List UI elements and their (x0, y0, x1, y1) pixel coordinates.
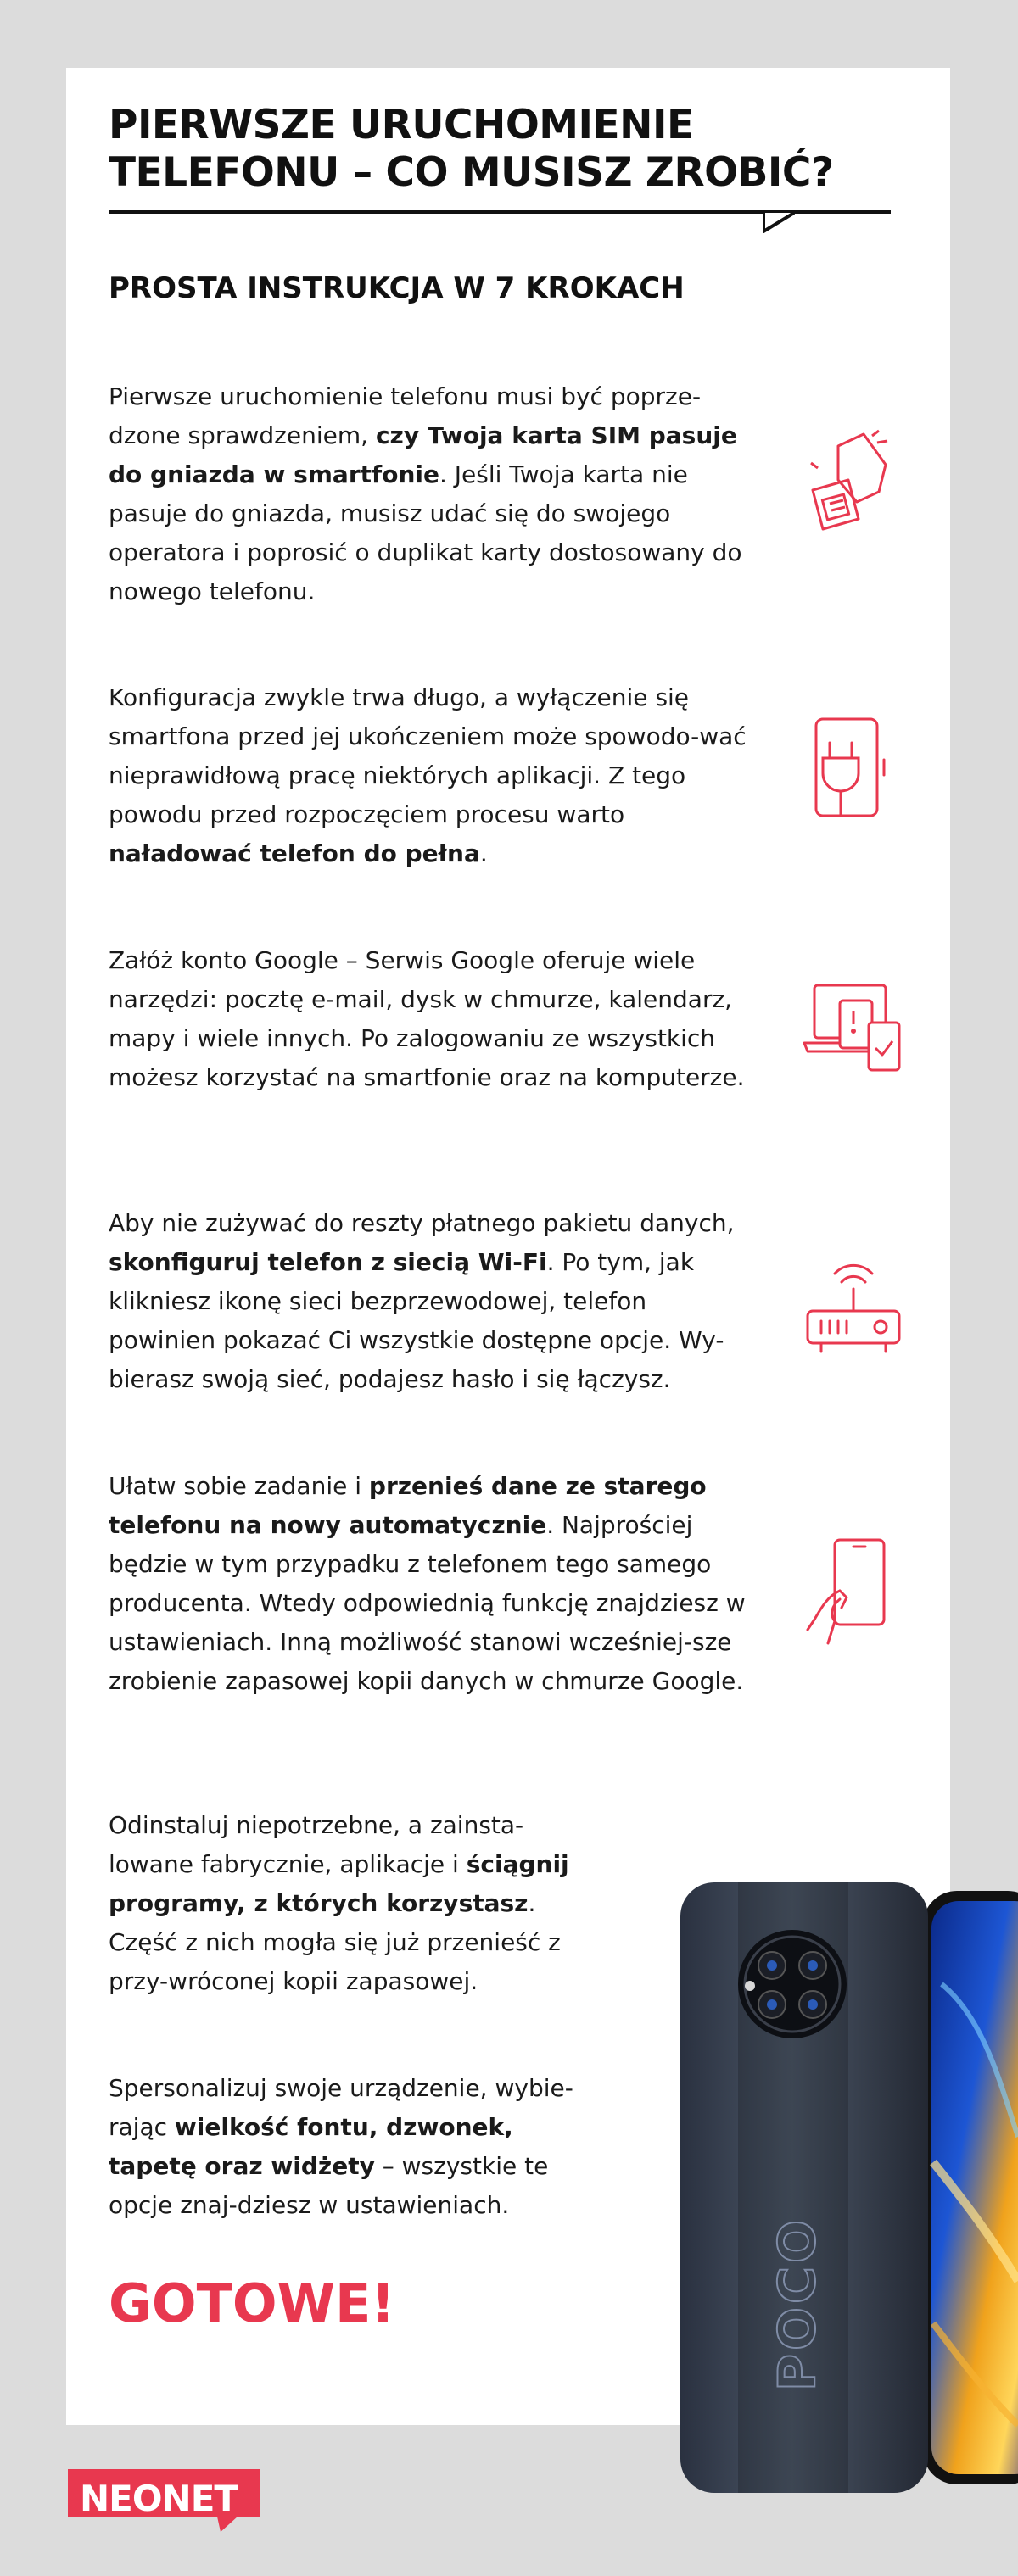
step-5-text (109, 1467, 753, 1701)
step-2-highlight: naładować telefon do pełna (109, 839, 480, 867)
devices-sync-icon (801, 980, 906, 1073)
step-1-text (109, 377, 753, 611)
step-5-highlight: przenieś dane ze starego telefonu na nowy automatycznie (109, 1472, 707, 1539)
step-4-text-a: Aby nie zużywać do reszty płatnego pakietu danych, (109, 1209, 735, 1237)
step-3-text (109, 941, 753, 1097)
step-4-highlight: skonfiguruj telefon z siecią Wi-Fi (109, 1248, 547, 1276)
step-2-text-b: . (479, 839, 488, 867)
speech-bubble-tail (764, 213, 797, 233)
neonet-logo (68, 2469, 260, 2532)
step-2-text (109, 678, 753, 873)
finale-heading: GOTOWE! (109, 2272, 395, 2334)
step-1-highlight: czy Twoja karta SIM pasuje do gniazda w smartfonie (109, 421, 737, 488)
logo-text: NEONET (80, 2478, 238, 2519)
step-1-text-b: . Jeśli Twoja karta nie pasuje do gniazda, musisz udać się do swojego operatora i poprosić o duplikat karty dostosowany do nowego telefonu. (109, 460, 742, 605)
step-5-text-a: Ułatw sobie zadanie i (109, 1472, 369, 1500)
step-7-text-b: – wszystkie te opcje znaj-dziesz w ustawieniach. (109, 2152, 549, 2219)
smartphone-image (679, 1882, 1018, 2493)
step-6-text (109, 1806, 584, 2001)
step-7-text (109, 2069, 584, 2225)
title-line-1: PIERWSZE URUCHOMIENIE (109, 102, 694, 148)
step-2-text-a: Konfiguracja zwykle trwa długo, a wyłączenie się smartfona przed jej ukończeniem może spowodo-wać nieprawidłową pracę niektórych aplikacji. Z tego powodu przed rozpoczęciem procesu warto (109, 683, 747, 828)
step-7-highlight: wielkość fontu, dzwonek, tapetę oraz widżety (109, 2113, 513, 2180)
step-3-text-a: Załóż konto Google – Serwis Google oferuje wiele narzędzi: pocztę e-mail, dysk w chmurze, kalendarz, mapy i wiele innych. Po zalogowaniu ze wszystkich możesz korzystać na smartfonie oraz na komputerze. (109, 946, 745, 1091)
step-6-highlight: ściągnij programy, z których korzystasz (109, 1850, 569, 1917)
step-4-text (109, 1204, 753, 1399)
page-subtitle: PROSTA INSTRUKCJA W 7 KROKACH (109, 271, 685, 305)
hand-phone-icon (803, 1535, 896, 1653)
wifi-router-icon (801, 1250, 906, 1360)
phone-brand-text: POCO (768, 2216, 827, 2391)
sim-card-icon (804, 429, 898, 548)
step-5-text-b: . Najprościej będzie w tym przypadku z telefonem tego samego producenta. Wtedy odpowiednią funkcję znajdziesz w ustawieniach. Inną możliwość stanowi wcześniej-sze zrobienie zapasowej kopii danych w chmurze Google. (109, 1511, 746, 1695)
step-6-text-a: Odinstaluj niepotrzebne, a zainsta-lowane fabrycznie, aplikacje i (109, 1811, 524, 1878)
step-6-text-b: . Część z nich mogła się już przenieść z przy-wróconej kopii zapasowej. (109, 1889, 561, 1995)
step-4-text-b: . Po tym, jak klikniesz ikonę sieci bezprzewodowej, telefon powinien pokazać Ci wszystkie dostępne opcje. Wy-bierasz swoją sieć, podajesz hasło i się łączysz. (109, 1248, 724, 1393)
step-7-text-a: Spersonalizuj swoje urządzenie, wybie-rając (109, 2074, 573, 2141)
title-line-2: TELEFONU – CO MUSISZ ZROBIĆ? (109, 149, 834, 196)
charging-plug-icon (804, 712, 889, 822)
page-title (109, 102, 923, 197)
step-1-text-a: Pierwsze uruchomienie telefonu musi być poprze-dzone sprawdzeniem, (109, 382, 702, 449)
